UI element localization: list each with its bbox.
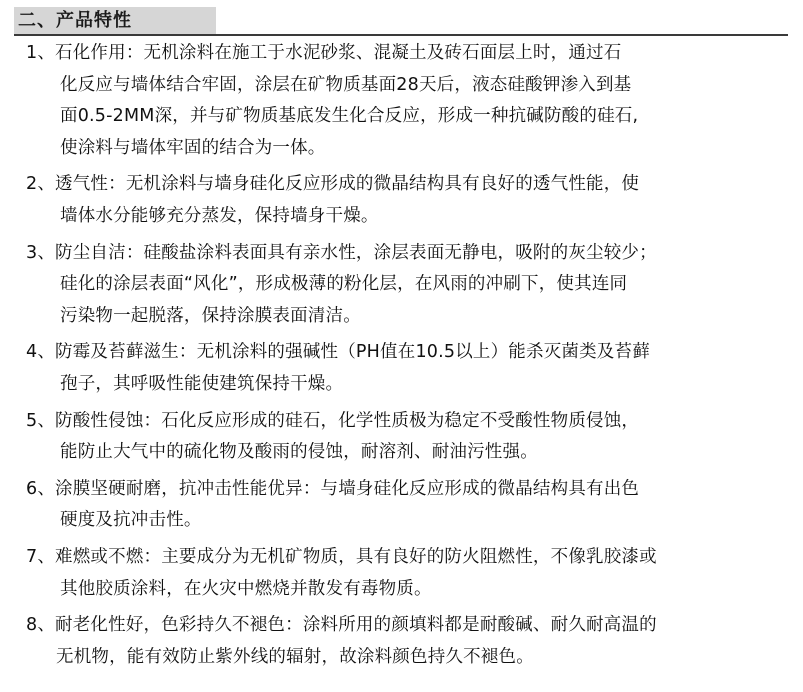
section-divider	[14, 34, 788, 36]
feature-6-line-1: 6、涂膜坚硬耐磨，抗冲击性能优异：与墙身硅化反应形成的微晶结构具有出色	[26, 478, 640, 499]
feature-2-line-2: 墙体水分能够充分蒸发，保持墙身干燥。	[60, 205, 379, 226]
feature-5-line-2: 能防止大气中的硫化物及酸雨的侵蚀，耐溶剂、耐油污性强。	[60, 442, 538, 463]
feature-3-line-2: 硅化的涂层表面“风化”，形成极薄的粉化层，在风雨的冲刷下，使其连同	[60, 274, 628, 295]
feature-list	[26, 38, 796, 678]
feature-item-8	[26, 610, 796, 673]
feature-item-1	[26, 38, 796, 164]
feature-item-2	[26, 169, 796, 232]
feature-item-3	[26, 238, 796, 333]
feature-5-line-1: 5、防酸性侵蚀：石化反应形成的硅石，化学性质极为稳定不受酸性物质侵蚀，	[26, 410, 640, 431]
feature-4-line-2: 孢子，其呼吸性能使建筑保持干燥。	[60, 373, 344, 394]
feature-8-line-2: 无机物，能有效防止紫外线的辐射，故涂料颜色持久不褪色。	[56, 646, 534, 667]
feature-3-line-1: 3、防尘自洁：硅酸盐涂料表面具有亲水性，涂层表面无静电，吸附的灰尘较少；	[26, 242, 657, 263]
feature-2-line-1: 2、透气性：无机涂料与墙身硅化反应形成的微晶结构具有良好的透气性能，使	[26, 174, 640, 195]
feature-8-line-1: 8、耐老化性好，色彩持久不褪色：涂料所用的颜填料都是耐酸碱、耐久耐高温的	[26, 615, 657, 636]
feature-7-line-2: 其他胶质涂料，在火灾中燃烧并散发有毒物质。	[60, 578, 432, 599]
feature-item-4	[26, 337, 796, 400]
feature-1-line-2: 化反应与墙体结合牢固，涂层在矿物质基面28天后，液态硅酸钾渗入到基	[60, 74, 632, 95]
feature-1-line-3: 面0.5-2MM深，并与矿物质基底发生化合反应，形成一种抗碱防酸的硅石,	[60, 106, 639, 127]
feature-3-line-3: 污染物一起脱落，保持涂膜表面清洁。	[60, 305, 361, 326]
feature-1-line-4: 使涂料与墙体牢固的结合为一体。	[60, 137, 326, 158]
feature-item-6	[26, 474, 796, 537]
feature-6-line-2: 硬度及抗冲击性。	[60, 510, 202, 531]
feature-1-line-1: 1、石化作用：无机涂料在施工于水泥砂浆、混凝土及砖石面层上时，通过石	[26, 43, 622, 63]
feature-4-line-1: 4、防霉及苔藓滋生：无机涂料的强碱性（PH值在10.5以上）能杀灭菌类及苔藓	[26, 342, 650, 363]
feature-7-line-1: 7、难燃或不燃：主要成分为无机矿物质，具有良好的防火阻燃性，不像乳胶漆或	[26, 546, 657, 567]
section-title: 二、产品特性	[14, 7, 216, 34]
feature-item-7	[26, 542, 796, 605]
feature-item-5	[26, 406, 796, 469]
